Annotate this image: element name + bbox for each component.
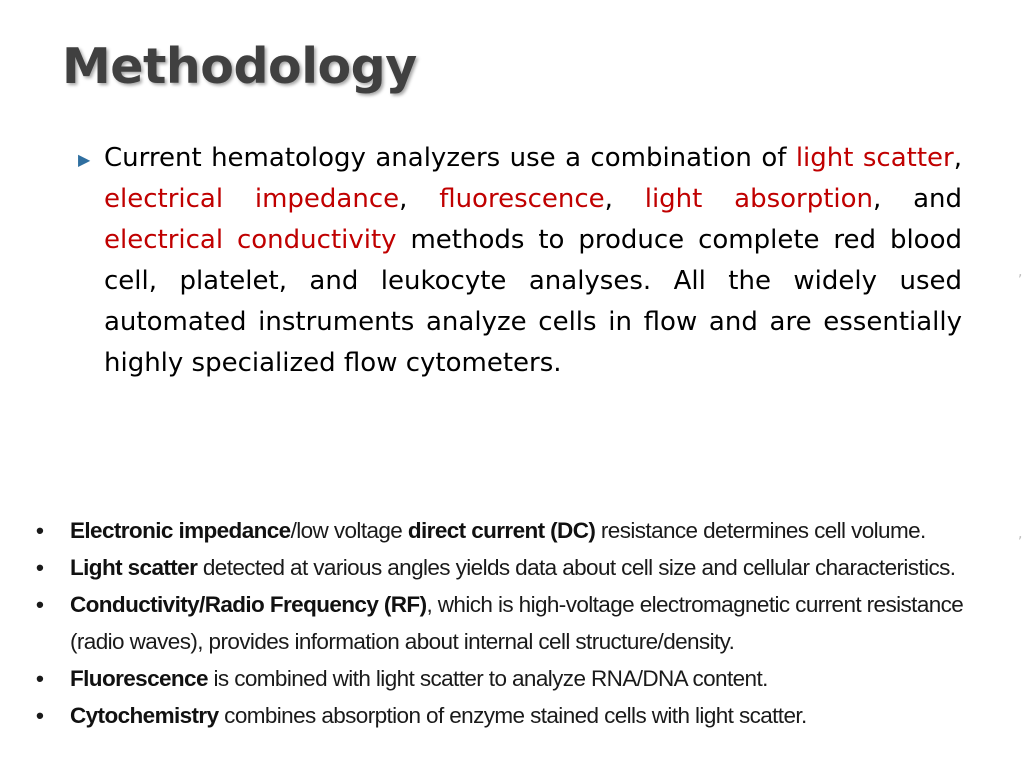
highlight-electrical-impedance: electrical impedance	[104, 184, 400, 214]
list-item	[30, 549, 990, 586]
highlight-fluorescence: fluorescence	[439, 184, 605, 214]
fact-text: combines absorption of enzyme stained cells with light scatter.	[218, 703, 807, 728]
paragraph-text: ,	[399, 184, 440, 214]
fact-term: Fluorescence	[70, 666, 208, 691]
highlight-electrical-conductivity: electrical conductivity	[104, 225, 397, 255]
fact-text: is combined with light scatter to analyze RNA/DNA content.	[207, 666, 768, 691]
slide-title: Methodology	[62, 38, 417, 95]
bullet-dot-icon: •	[36, 703, 44, 728]
fact-term: Conductivity/Radio Frequency (RF)	[70, 592, 427, 617]
bullet-dot-icon: •	[36, 518, 44, 543]
bullet-dot-icon: •	[36, 592, 44, 617]
list-item	[30, 586, 990, 660]
list-item	[30, 512, 990, 549]
edge-artifact-mark: ,	[1018, 526, 1023, 542]
main-paragraph	[104, 138, 962, 384]
triangle-bullet-icon: ▶	[78, 150, 91, 169]
paragraph-text: , and	[873, 184, 963, 214]
bullet-dot-icon: •	[36, 555, 44, 580]
fact-term: direct current (DC)	[407, 518, 596, 543]
bullet-dot-icon: •	[36, 666, 44, 691]
paragraph-text: ,	[604, 184, 645, 214]
facts-list	[30, 512, 990, 734]
fact-term: Light scatter	[70, 555, 198, 580]
fact-term: Electronic impedance	[70, 518, 291, 543]
list-item	[30, 697, 990, 734]
fact-text: , which is high-voltage electromagnetic current resistance (radio waves), provides information about internal cell structure/density.	[70, 592, 964, 654]
paragraph-text: Current hematology analyzers use a combination of	[104, 143, 796, 173]
fact-term: Cytochemistry	[70, 703, 219, 728]
paragraph-text: methods to produce complete red blood cell, platelet, and leukocyte analyses. All the widely used automated instruments analyze cells in flow and are essentially highly specialized flow cytometers.	[104, 225, 962, 378]
paragraph-text: ,	[953, 143, 962, 173]
highlight-light-scatter: light scatter	[795, 143, 954, 173]
highlight-light-absorption: light absorption	[644, 184, 874, 214]
edge-artifact-mark: ,	[1018, 264, 1023, 280]
fact-text: /low voltage	[290, 518, 408, 543]
fact-text: resistance determines cell volume.	[595, 518, 926, 543]
fact-text: detected at various angles yields data about cell size and cellular characteristics.	[197, 555, 956, 580]
list-item	[30, 660, 990, 697]
